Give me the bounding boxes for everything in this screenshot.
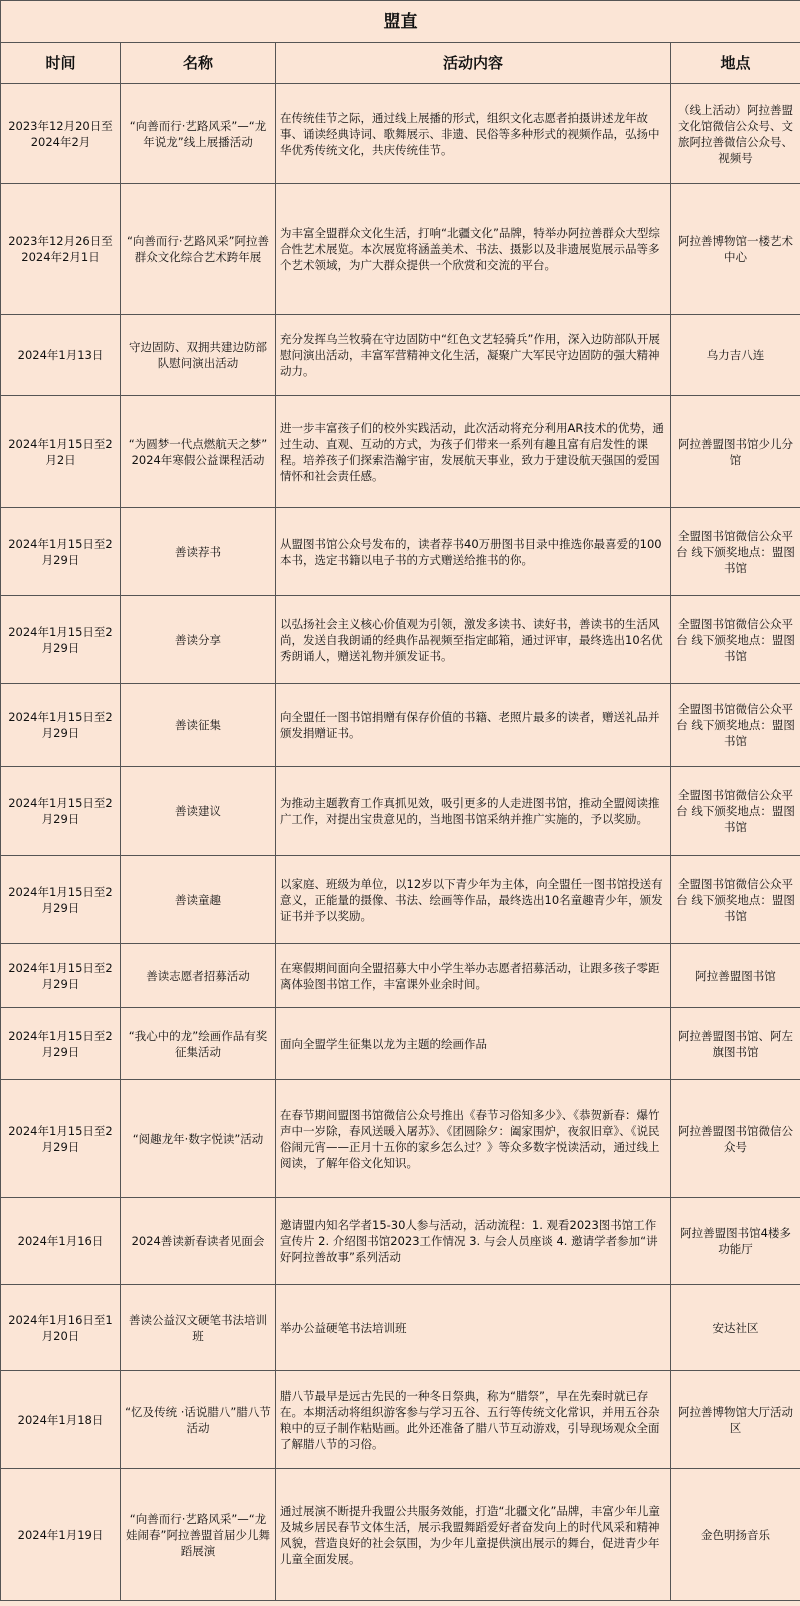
cell-place: 全盟图书馆微信公众平台 线下颁奖地点：盟图书馆 (671, 508, 800, 596)
table-row (1, 1285, 800, 1371)
cell-time: 2024年1月15日至2月29日 (1, 856, 121, 944)
cell-name: 善读征集 (121, 684, 276, 767)
table-row (1, 856, 800, 944)
cell-name: 善读童趣 (121, 856, 276, 944)
cell-time: 2024年1月15日至2月29日 (1, 1008, 121, 1080)
cell-content: 充分发挥乌兰牧骑在守边固防中“红色文艺轻骑兵”作用，深入边防部队开展慰问演出活动，丰富军营精神文化生活，凝聚广大军民守边固防的强大精神动力。 (276, 315, 671, 396)
cell-time: 2023年12月20日至2024年2月 (1, 84, 121, 184)
cell-time: 2024年1月19日 (1, 1469, 121, 1601)
cell-content: 通过展演不断提升我盟公共服务效能，打造“北疆文化”品牌，丰富少年儿童及城乡居民春节文体生活，展示我盟舞蹈爱好者奋发向上的时代风采和精神风貌，营造良好的社会氛围，为少年儿童提供演出展示的舞台，促进青少年儿童全面发展。 (276, 1469, 671, 1601)
table-row (1, 184, 800, 315)
table-row (1, 396, 800, 508)
cell-content: 在传统佳节之际，通过线上展播的形式，组织文化志愿者拍摄讲述龙年故事、诵读经典诗词、歌舞展示、非遗、民俗等多种形式的视频作品，弘扬中华优秀传统文化，共庆传统佳节。 (276, 84, 671, 184)
table-row (1, 1080, 800, 1198)
cell-place: 乌力吉八连 (671, 315, 800, 396)
table-row (1, 767, 800, 856)
cell-time: 2024年1月15日至2月29日 (1, 596, 121, 684)
table-row (1, 84, 800, 184)
cell-place: （线上活动）阿拉善盟文化馆微信公众号、文旅阿拉善微信公众号、视频号 (671, 84, 800, 184)
table-row (1, 1008, 800, 1080)
cell-content: 腊八节最早是远古先民的一种冬日祭典，称为“腊祭”，早在先秦时就已存在。本期活动将组织游客参与学习五谷、五行等传统文化常识，并用五谷杂粮中的豆子制作粘贴画。此外还准备了腊八节互动游戏，引导现场观众全面了解腊八节的习俗。 (276, 1371, 671, 1469)
cell-content: 面向全盟学生征集以龙为主题的绘画作品 (276, 1008, 671, 1080)
header-time: 时间 (1, 43, 121, 84)
cell-content: 举办公益硬笔书法培训班 (276, 1285, 671, 1371)
cell-place: 安达社区 (671, 1285, 800, 1371)
cell-time: 2024年1月16日至1月20日 (1, 1285, 121, 1371)
cell-content: 为推动主题教育工作真抓见效，吸引更多的人走进图书馆，推动全盟阅读推广工作，对提出宝贵意见的，当地图书馆采纳并推广实施的，予以奖励。 (276, 767, 671, 856)
cell-name: 善读分享 (121, 596, 276, 684)
cell-time: 2024年1月15日至2月29日 (1, 767, 121, 856)
cell-time: 2024年1月15日至2月29日 (1, 508, 121, 596)
cell-content: 在春节期间盟图书馆微信公众号推出《春节习俗知多少》、《恭贺新春：爆竹声中一岁除，春风送暖入屠苏》、《团圆除夕：阖家围炉，夜叙旧章》、《说民俗闹元宵——正月十五你的家乡怎么过？》等众多数字悦读活动，通过线上阅读，了解年俗文化知识。 (276, 1080, 671, 1198)
cell-name: 善读公益汉文硬笔书法培训班 (121, 1285, 276, 1371)
cell-time: 2024年1月16日 (1, 1198, 121, 1285)
cell-time: 2024年1月15日至2月29日 (1, 684, 121, 767)
cell-place: 阿拉善博物馆大厅活动区 (671, 1371, 800, 1469)
cell-name: 2024善读新春读者见面会 (121, 1198, 276, 1285)
cell-content: 在寒假期间面向全盟招募大中小学生举办志愿者招募活动，让跟多孩子零距离体验图书馆工作，丰富课外业余时间。 (276, 944, 671, 1008)
cell-content: 向全盟任一图书馆捐赠有保存价值的书籍、老照片最多的读者，赠送礼品并颁发捐赠证书。 (276, 684, 671, 767)
table-row (1, 684, 800, 767)
cell-time: 2024年1月15日至2月2日 (1, 396, 121, 508)
header-place: 地点 (671, 43, 800, 84)
table-row (1, 508, 800, 596)
cell-name: “向善而行·艺路风采”—“龙娃闹春”阿拉善盟首届少儿舞蹈展演 (121, 1469, 276, 1601)
cell-name: “忆及传统 ·话说腊八”腊八节活动 (121, 1371, 276, 1469)
cell-time: 2024年1月13日 (1, 315, 121, 396)
table-row (1, 1469, 800, 1601)
header-row (1, 43, 800, 84)
header-name: 名称 (121, 43, 276, 84)
cell-place: 阿拉善盟图书馆、阿左旗图书馆 (671, 1008, 800, 1080)
cell-place: 阿拉善盟图书馆微信公众号 (671, 1080, 800, 1198)
cell-place: 全盟图书馆微信公众平台 线下颁奖地点：盟图书馆 (671, 767, 800, 856)
cell-name: “向善而行·艺路风采”—“龙年说龙”线上展播活动 (121, 84, 276, 184)
cell-name: “我心中的龙”绘画作品有奖征集活动 (121, 1008, 276, 1080)
cell-place: 全盟图书馆微信公众平台 线下颁奖地点：盟图书馆 (671, 856, 800, 944)
table-row (1, 315, 800, 396)
cell-name: 善读荐书 (121, 508, 276, 596)
cell-place: 阿拉善盟图书馆少儿分馆 (671, 396, 800, 508)
header-content: 活动内容 (276, 43, 671, 84)
cell-place: 阿拉善盟图书馆4楼多功能厅 (671, 1198, 800, 1285)
cell-place: 阿拉善博物馆一楼艺术中心 (671, 184, 800, 315)
cell-content: 以家庭、班级为单位，以12岁以下青少年为主体，向全盟任一图书馆投送有意义，正能量的摄像、书法、绘画等作品，最终选出10名童趣青少年，颁发证书并予以奖励。 (276, 856, 671, 944)
cell-place: 金色明扬音乐 (671, 1469, 800, 1601)
cell-place: 全盟图书馆微信公众平台 线下颁奖地点：盟图书馆 (671, 596, 800, 684)
cell-content: 从盟图书馆公众号发布的，读者荐书40万册图书目录中推选你最喜爱的100本书，选定书籍以电子书的方式赠送给推书的你。 (276, 508, 671, 596)
cell-place: 全盟图书馆微信公众平台 线下颁奖地点：盟图书馆 (671, 684, 800, 767)
cell-content: 为丰富全盟群众文化生活，打响“北疆文化”品牌，特举办阿拉善群众大型综合性艺术展览。本次展览将涵盖美术、书法、摄影以及非遗展览展示品等多个艺术领域，为广大群众提供一个欣赏和交流的平台。 (276, 184, 671, 315)
cell-name: 守边固防、双拥共建边防部队慰问演出活动 (121, 315, 276, 396)
table-title: 盟直 (1, 1, 800, 43)
cell-name: “向善而行·艺路风采”阿拉善群众文化综合艺术跨年展 (121, 184, 276, 315)
cell-place: 阿拉善盟图书馆 (671, 944, 800, 1008)
cell-content: 以弘扬社会主义核心价值观为引领，激发多读书、读好书，善读书的生活风尚，发送自我朗诵的经典作品视频至指定邮箱，通过评审，最终选出10名优秀朗诵人，赠送礼物并颁发证书。 (276, 596, 671, 684)
cell-time: 2024年1月15日至2月29日 (1, 1080, 121, 1198)
cell-name: 善读建议 (121, 767, 276, 856)
cell-name: “为圆梦一代点燃航天之梦” 2024年寒假公益课程活动 (121, 396, 276, 508)
table-row (1, 596, 800, 684)
cell-name: “阅趣龙年·数字悦读”活动 (121, 1080, 276, 1198)
cell-content: 邀请盟内知名学者15-30人参与活动，活动流程：1. 观看2023图书馆工作宣传片 2. 介绍图书馆2023工作情况 3. 与会人员座谈 4. 邀请学者参加“讲好阿拉善故事”系列活动 (276, 1198, 671, 1285)
table-row (1, 1371, 800, 1469)
table-row (1, 1198, 800, 1285)
cell-content: 进一步丰富孩子们的校外实践活动，此次活动将充分利用AR技术的优势，通过生动、直观、互动的方式，为孩子们带来一系列有趣且富有启发性的课程。培养孩子们探索浩瀚宇宙，发展航天事业，致力于建设航天强国的爱国情怀和社会责任感。 (276, 396, 671, 508)
cell-time: 2024年1月18日 (1, 1371, 121, 1469)
watermark-logo (732, 1570, 794, 1600)
cell-time: 2024年1月15日至2月29日 (1, 944, 121, 1008)
cell-time: 2023年12月26日至2024年2月1日 (1, 184, 121, 315)
table-row (1, 944, 800, 1008)
cell-name: 善读志愿者招募活动 (121, 944, 276, 1008)
